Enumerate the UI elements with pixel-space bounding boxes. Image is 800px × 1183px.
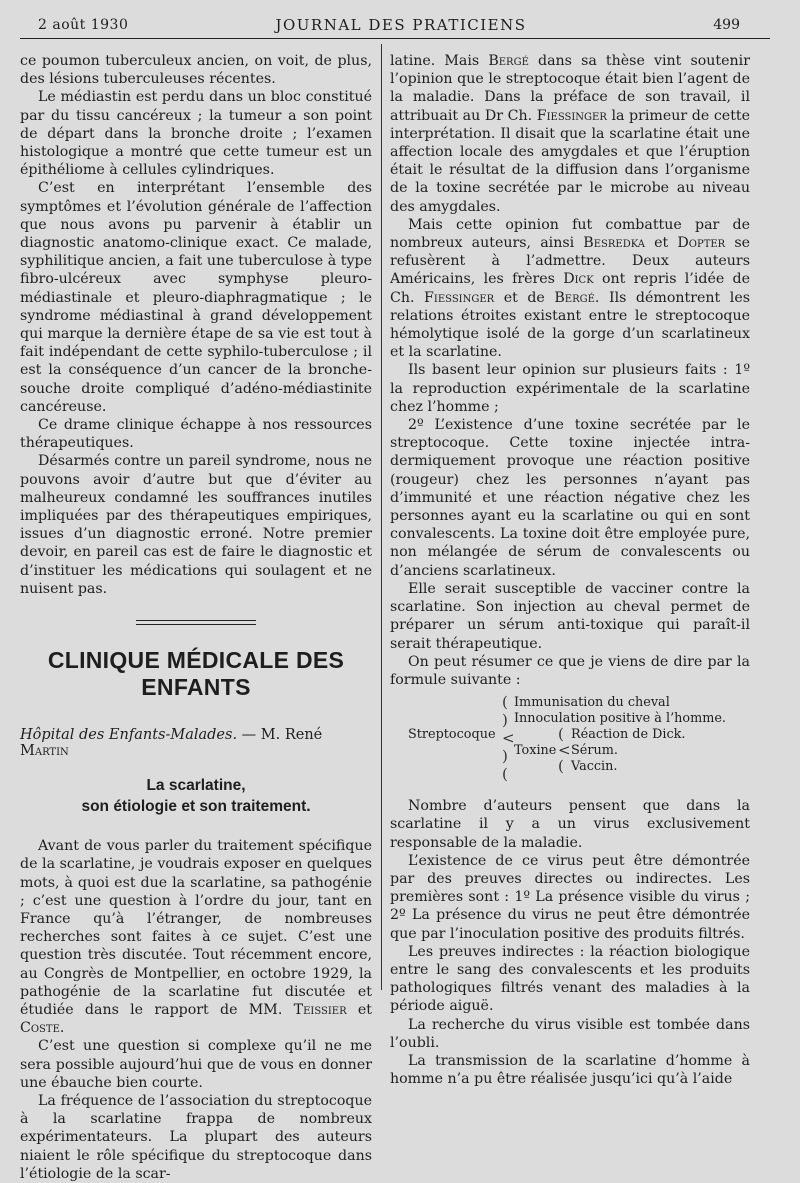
paragraph: C’est une question si complexe qu’il ne me sera possible aujourd’hui que de vous en donner une ébauche bien courte. xyxy=(20,1038,372,1091)
running-header xyxy=(20,14,782,40)
formula-item: Innoculation positive à l’homme. xyxy=(514,711,726,727)
paragraph: Mais cette opinion fut combattue par de nombreux auteurs, ainsi Besredka et Dopter se refusèrent à l’admettre. Deux auteurs Américains, les frères Dick ont repris l’idée de Ch. Fiessinger et de Bergé. Ils démontrent les relations étroites existant entre le streptocoque hémolytique isolé de la gorge d’un scarlatineux et la scarlatine. xyxy=(390,216,751,361)
paragraph: Ce drame clinique échappe à nos ressources thérapeutiques. xyxy=(20,417,372,452)
brace-mid: ) xyxy=(502,711,508,730)
column-divider xyxy=(381,44,382,990)
paragraph: L’existence de ce virus peut être démontrée par des preuves directes ou indirectes. Les premières sont : 1º La présence visible du virus ; 2º La présence du virus ne peut être démontrée que par l’inoculation positive des produits filtrés. xyxy=(390,852,750,942)
formula-sub-item: Sérum. xyxy=(571,743,618,759)
paragraph: Désarmés contre un pareil syndrome, nous ne pouvons avoir d’autre but que d’éviter au malheureux condamné les souffrances inutiles impliquées par des thérapeutiques empiriques, issues d’un diagnostic erroné. Notre premier devoir, en pareil cas est de faire le diagnostic et d’instituer les médications qui soulagent et ne nuisent pas. xyxy=(20,453,372,597)
journal-title: JOURNAL DES PRATICIENS xyxy=(275,16,527,34)
article-title-line-2: son étiologie et son traitement. xyxy=(81,798,311,816)
author-name: Fiessinger xyxy=(424,289,495,306)
paragraph: 2º L’existence d’une toxine secrétée par le streptocoque. Cette toxine injectée intra-dermiquement provoque une réaction positive (rougeur) chez les personnes n’ayant pas d’immunité et une réaction négative chez les personnes ayant eu la scarlatine ou qui en sont convalescents. La toxine doit être employée pure, non mélangée de sérum de convalescents ou d’anciens scarlatineux. xyxy=(390,417,750,579)
author-name: Martin xyxy=(20,743,69,760)
paragraph: C’est en interprétant l’ensemble des symptômes et l’évolution générale de l’affection que nous avons pu parvenir à établir un diagnostic anatomo-clinique exact. Ce malade, syphilitique ancien, a fait une tuberculose à type fibro-ulcéreux avec symphyse pleuro-médiastinale et pleuro-diaphragmatique ; le syndrome médiastinal à grand développement qui marque la dernière étape de sa vie est tout à fait indépendant de cette syphilo-tuberculose ; il est la conséquence d’un cancer de la bronche-souche droite compliqué d’adéno-médiastinite cancéreuse. xyxy=(20,180,372,415)
byline-dash: — M. René xyxy=(237,727,323,744)
brace-open: ( xyxy=(502,693,508,712)
paragraph: On peut résumer ce que je viens de dire par la formule suivante : xyxy=(390,653,750,688)
author-name: Dick xyxy=(563,271,594,288)
section-title: CLINIQUE MÉDICALE DES ENFANTS xyxy=(47,647,345,701)
formula-item: Immunisation du cheval xyxy=(514,695,670,711)
paragraph: latine. Mais Bergé dans sa thèse vint soutenir l’opinion que le streptocoque était bien l’agent de la maladie. Dans la préface de son travail, il attribuait au Dr Ch. Fiessinger la primeur de cette interprétation. Il disait que la scarlatine était une affection locale des amygdales et que l’éruption était le résultat de la diffusion dans l’organisme de la toxine secrétée par le microbe au niveau des amygdales. xyxy=(390,53,750,215)
brace-mid: < xyxy=(558,741,571,760)
formula-diagram xyxy=(390,693,750,784)
brace-close: ( xyxy=(502,765,508,784)
formula-root: Streptocoque xyxy=(408,727,496,743)
author-name: Fiessinger xyxy=(536,107,607,124)
hospital-name: Hôpital des Enfants-Malades. xyxy=(20,727,238,744)
author-name: Dopter xyxy=(677,235,726,252)
left-column xyxy=(20,52,372,1183)
paragraph: Avant de vous parler du traitement spécifique de la scarlatine, je voudrais exposer en quelques mots, à quoi est due la scarlatine, sa pathogénie ; c’est une question à l’ordre du jour, tant en France qu’à l’étranger, de nombreuses recherches sont faites à ce sujet. C’est une question très discutée. Tout récemment encore, au Congrès de Montpellier, en octobre 1929, la pathogénie de la scarlatine fut discutée et étudiée dans le rapport de MM. Teissier et Coste. xyxy=(20,838,373,1037)
paragraph: Le médiastin est perdu dans un bloc constitué par du tissu cancéreux ; la tumeur a son point de départ dans la bronche droite ; l’examen histologique a montré que cette tumeur est un épithéliome à cellules cylindriques. xyxy=(20,89,372,179)
paragraph: La recherche du virus visible est tombée dans l’oubli. xyxy=(390,1016,750,1051)
author-name: Teissier xyxy=(293,1001,347,1018)
paragraph: La fréquence de l’association du streptocoque à la scarlatine frappa de nombreux expérimentateurs. La plupart des auteurs niaient le rôle spécifique du streptocoque dans l’étiologie de la scar- xyxy=(20,1092,372,1182)
byline xyxy=(20,727,372,759)
paragraph: Elle serait susceptible de vacciner contre la scarlatine. Son injection au cheval permet de préparer un sérum anti-toxique qui paraît-il serait thérapeutique. xyxy=(390,580,750,652)
paragraph: La transmission de la scarlatine d’homme à homme n’a pu être réalisée jusqu’ici qu’à l’aide xyxy=(390,1052,750,1088)
brace-open: ( xyxy=(558,725,564,744)
paragraph: Ils basent leur opinion sur plusieurs faits : 1º la reproduction expérimentale de la scarlatine chez l’homme ; xyxy=(390,362,750,415)
section-separator xyxy=(136,620,256,625)
header-rule xyxy=(20,38,770,39)
right-column xyxy=(390,52,750,1088)
brace-mid: ) xyxy=(502,747,508,766)
brace-close: ( xyxy=(558,757,564,776)
formula-sub-item: Vaccin. xyxy=(571,759,618,775)
author-name: Bergé xyxy=(488,53,529,69)
author-name: Besredka xyxy=(583,235,646,252)
paragraph: Nombre d’auteurs pensent que dans la scarlatine il y a un virus exclusivement responsable de la maladie. xyxy=(390,798,750,851)
brace-mid: < xyxy=(502,729,515,748)
paragraph: ce poumon tuberculeux ancien, on voit, de plus, des lésions tuberculeuses récentes. xyxy=(20,53,372,88)
author-name: Coste xyxy=(20,1020,60,1037)
paragraph: Les preuves indirectes : la réaction biologique entre le sang des convalescents et les produits pathologiques filtrés venant des maladies à la période aiguë. xyxy=(390,943,750,1015)
formula-toxine: Toxine xyxy=(514,743,557,759)
author-name: Bergé xyxy=(554,289,595,306)
formula-sub-item: Réaction de Dick. xyxy=(571,727,686,743)
article-title-line-1: La scarlatine, xyxy=(146,777,246,795)
article-title xyxy=(20,775,372,817)
header-date: 2 août 1930 xyxy=(38,17,129,33)
page-number: 499 xyxy=(713,17,740,33)
